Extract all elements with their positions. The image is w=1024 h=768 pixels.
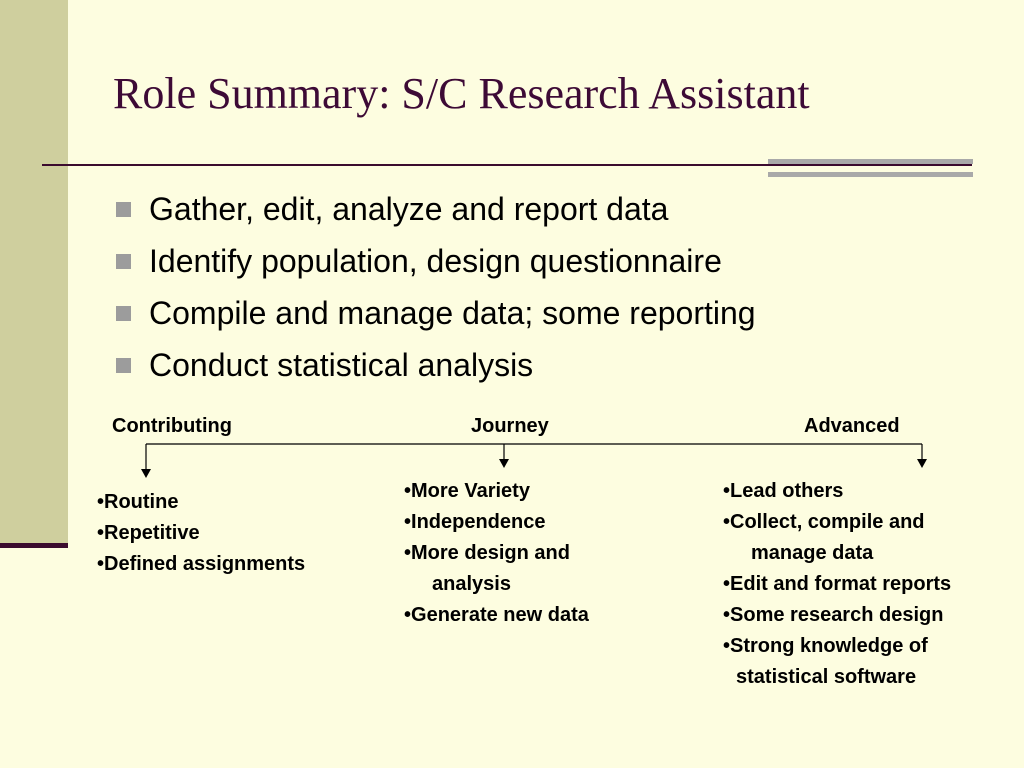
bullet-text: Compile and manage data; some reporting bbox=[149, 294, 756, 331]
list-item bbox=[404, 507, 589, 538]
slide-title: Role Summary: S/C Research Assistant bbox=[113, 69, 810, 118]
dot-bullet: • bbox=[404, 511, 412, 533]
arrow-down-icon bbox=[141, 469, 151, 478]
list-item-text: Some research design bbox=[730, 604, 944, 626]
list-item-text: Routine bbox=[104, 491, 179, 513]
dot-bullet: • bbox=[97, 553, 105, 575]
list-item bbox=[97, 518, 305, 549]
list-item-text: Independence bbox=[411, 511, 546, 533]
contributing-list bbox=[97, 487, 305, 580]
bullet-text: Gather, edit, analyze and report data bbox=[149, 190, 669, 227]
list-item bbox=[723, 569, 951, 600]
stage-label-journey: Journey bbox=[471, 415, 549, 437]
list-item bbox=[97, 487, 305, 518]
arrow-down-icon bbox=[917, 459, 927, 468]
dot-bullet: • bbox=[723, 604, 731, 626]
list-item-text: Defined assignments bbox=[104, 553, 306, 575]
list-item bbox=[723, 600, 951, 631]
dot-bullet: • bbox=[404, 604, 412, 626]
dot-bullet: • bbox=[97, 522, 105, 544]
dot-bullet: • bbox=[404, 542, 412, 564]
stage-label-advanced: Advanced bbox=[804, 415, 900, 437]
list-item-text: More design and bbox=[411, 542, 570, 564]
stage-label-contributing: Contributing bbox=[112, 415, 232, 437]
list-item bbox=[723, 631, 951, 693]
list-item bbox=[404, 538, 589, 600]
dot-bullet: • bbox=[723, 511, 731, 533]
list-item-continuation: statistical software bbox=[736, 666, 917, 688]
bullet-text: Conduct statistical analysis bbox=[149, 346, 534, 383]
dot-bullet: • bbox=[723, 573, 731, 595]
list-item-continuation: analysis bbox=[432, 573, 511, 595]
list-item-text: Lead others bbox=[730, 480, 844, 502]
journey-list bbox=[404, 476, 589, 631]
list-item-text: More Variety bbox=[411, 480, 530, 502]
dot-bullet: • bbox=[404, 480, 412, 502]
dot-bullet: • bbox=[723, 635, 731, 657]
list-item bbox=[404, 600, 589, 631]
list-item-text: Strong knowledge of bbox=[730, 635, 928, 657]
list-item-text: Collect, compile and bbox=[730, 511, 925, 533]
advanced-list bbox=[723, 476, 951, 693]
arrow-down-icon bbox=[499, 459, 509, 468]
list-item bbox=[723, 507, 951, 569]
list-item bbox=[723, 476, 951, 507]
dot-bullet: • bbox=[97, 491, 105, 513]
list-item bbox=[404, 476, 589, 507]
bullet-text: Identify population, design questionnaire bbox=[149, 242, 722, 279]
list-item-text: Edit and format reports bbox=[730, 573, 952, 595]
list-item bbox=[97, 549, 305, 580]
list-item-text: Generate new data bbox=[411, 604, 589, 626]
list-item-continuation: manage data bbox=[751, 542, 874, 564]
list-item-text: Repetitive bbox=[104, 522, 200, 544]
dot-bullet: • bbox=[723, 480, 731, 502]
